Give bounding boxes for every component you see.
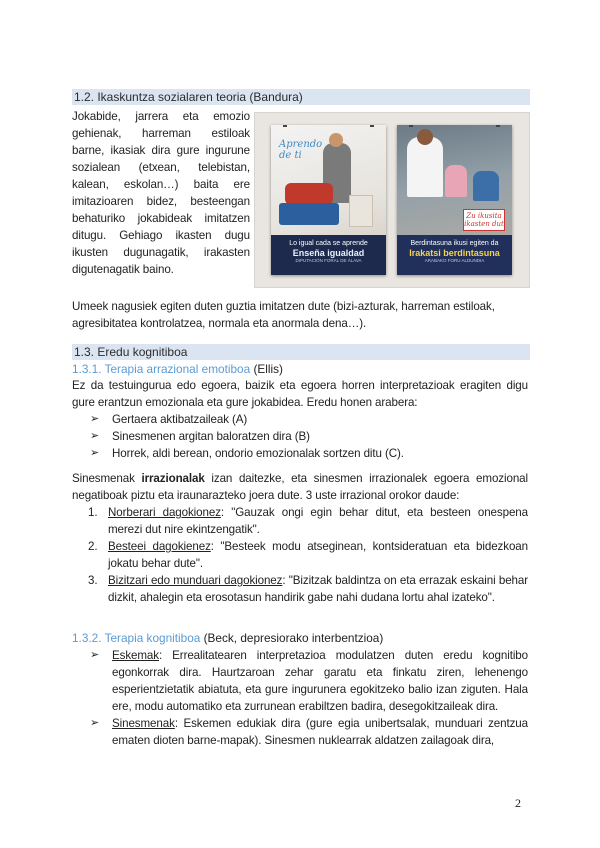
section-heading-1-3: 1.3. Eredu kognitiboa (72, 344, 530, 360)
beck-list (90, 647, 528, 749)
irrational-beliefs-list (72, 504, 528, 606)
list-item-text: : "Bizitzak baldintza on eta errazak eskaini behar dizkit, ahalegin eta erosotasun handirik gabe nahi dudana lortu ahal izateko". (108, 574, 528, 604)
adult-figure (407, 137, 443, 197)
child-figure (445, 165, 467, 197)
subheading-1-3-2-title: 1.3.2. Terapia kognitiboa (72, 631, 201, 645)
imitation-text: Umeek nagusiek egiten duten guztia imitatzen dute (bizi-azturak, harreman estiloak, agresibitatea kontrolatzea, normala eta anormala dena…). (72, 300, 495, 330)
list-item (72, 572, 528, 606)
subheading-1-3-1-author: (Ellis) (253, 362, 283, 376)
ellis-paragraph (72, 377, 528, 462)
list-item (72, 538, 528, 572)
poster-pin (370, 125, 374, 127)
poster-pin (283, 125, 287, 127)
subheading-1-3-1 (72, 361, 283, 377)
list-item: ➢ Eskemak: Errealitatearen interpretazioa modulatzen duten eredu kognitibo egonkorrak dira. Haurtzaroan zehar garatu eta finkatu ziren, lehenengo esperientzietatik abiatuta, eta gure ingurunera egokitzeko balio izan ziguten. Hala ere, modu automatiko eta zurrunean erabiltzen badira, desegokitzaileak dira. (90, 649, 528, 713)
subheading-1-3-1-title: 1.3.1. Terapia arrazional emotiboa (72, 362, 251, 376)
list-item-label: Sinesmenak (112, 717, 175, 730)
page-number: 2 (515, 796, 521, 810)
poster-right-line2: Irakatsi berdintasuna (409, 248, 500, 258)
irrational-keyword: irrazionalak (141, 472, 205, 485)
irrational-text-post: izan daitezke, eta sinesmen irrazionalek egoera emozional negatiboak piztu eta iraunarazteko joera dute. 3 uste irrazional orokor daude: (72, 472, 529, 502)
adult-head (329, 133, 343, 147)
list-number: 3. (88, 574, 98, 587)
poster-left-line1: Lo igual cada se aprende (289, 240, 368, 247)
abc-list (90, 411, 528, 462)
ellis-text: Ez da testuingurua edo egoera, baizik eta egoera horren interpretazioak eragiten digu gure erantzun emozionala eta gure jokabidea. Eredu honen arabera: (72, 379, 528, 409)
poster-pin (496, 125, 500, 127)
poster-right-line3: ARABAKO FORU ALDUNDIA (424, 258, 485, 263)
irrational-paragraph (72, 470, 528, 606)
imitation-paragraph (72, 298, 528, 332)
poster-left-script: Aprendo de ti (279, 139, 323, 161)
intro-paragraph (72, 108, 250, 278)
child-figure (473, 171, 499, 201)
list-item-text: : "Gauzak ongi egin behar ditut, eta besteen onespena merezi dut nire ekintzengatik". (108, 506, 528, 536)
red-blanket (285, 183, 333, 205)
list-item-label: Besteei dagokienez (108, 540, 211, 553)
poster-left-line3: DIPUTACIÓN FORAL DE ÁLAVA (295, 258, 362, 263)
poster-right-caption (397, 235, 512, 275)
section-heading-1-2: 1.2. Ikaskuntza sozialaren teoria (Bandura) (72, 89, 530, 105)
list-item-text: : "Besteek modu atseginean, kontsideratuan eta bidezkoan jokatu behar dute". (108, 540, 528, 570)
list-number: 2. (88, 540, 98, 553)
posters-image (254, 112, 530, 288)
poster-right-script: Zu ikusita ikasten dut (463, 209, 505, 231)
subheading-1-3-2 (72, 630, 383, 646)
list-number: 1. (88, 506, 98, 519)
intro-text: Jokabide, jarrera eta emozio gehienak, harreman estiloak barne, ikasiak dira gure ingurune sozialean (etxean, telebistan, kalean, eskolan…) baita ere imitazioaren bidez, besteengan behaturiko jokabideak imitatzen ditugu. Gehiago ikasten dugu ikusten dugunagatik, irakasten digutenagatik baino. (72, 110, 250, 276)
poster-right-line1: Berdintasuna ikusi egiten da (410, 240, 499, 247)
list-item-text: Gertaera aktibatzaileak (A) (112, 413, 248, 426)
list-item-label: Eskemak (112, 649, 159, 662)
poster-pin (409, 125, 413, 127)
adult-head (417, 129, 433, 145)
subheading-1-3-2-author: (Beck, depresiorako interbentzioa) (203, 631, 384, 645)
poster-left-line2: Enseña igualdad (292, 248, 365, 258)
poster-right (397, 125, 512, 275)
list-item: ➢ Horrek, aldi berean, ondorio emozionalak sortzen ditu (C). (90, 447, 404, 460)
list-item-label: Norberari dagokionez (108, 506, 221, 519)
poster-left (271, 125, 386, 275)
list-item-label: Bizitzari edo munduari dagokionez (108, 574, 283, 587)
list-item (72, 504, 528, 538)
irrational-text (72, 470, 528, 504)
poster-left-caption (271, 235, 386, 275)
list-item-text: : Errealitatearen interpretazioa modulatzen duten eredu kognitibo egonkorrak dira. Haurtzaroan zehar garatu eta finkatu ziren, lehenengo esperientzietatik abiatuta, eta gure ingurunera egokitzeko balio izan ziguten. Hala ere, modu automatiko eta zurrunean erabiltzen badira, desegokitzaileak dira. (112, 649, 528, 713)
list-item-text: : Eskemen edukiak dira (gure egia unibertsalak, munduari zentzua ematen dioten barne-mapak). Sinesmen nuklearrak aldatzen zailagoak dira, (112, 717, 528, 747)
list-item-text: Sinesmenen argitan baloratzen dira (B) (112, 430, 310, 443)
list-item-text: Horrek, aldi berean, ondorio emozionalak sortzen ditu (C). (112, 447, 404, 460)
list-item: ➢ Gertaera aktibatzaileak (A) (90, 413, 248, 426)
list-item: ➢ Sinesmenen argitan baloratzen dira (B) (90, 430, 310, 443)
nightstand (349, 195, 373, 227)
bed (279, 203, 339, 225)
irrational-text-pre: Sinesmenak (72, 472, 142, 485)
list-item: ➢ Sinesmenak: Eskemen edukiak dira (gure egia unibertsalak, munduari zentzua ematen dioten barne-mapak). Sinesmen nuklearrak aldatzen zailagoak dira, (90, 717, 528, 747)
beck-section (72, 647, 528, 749)
